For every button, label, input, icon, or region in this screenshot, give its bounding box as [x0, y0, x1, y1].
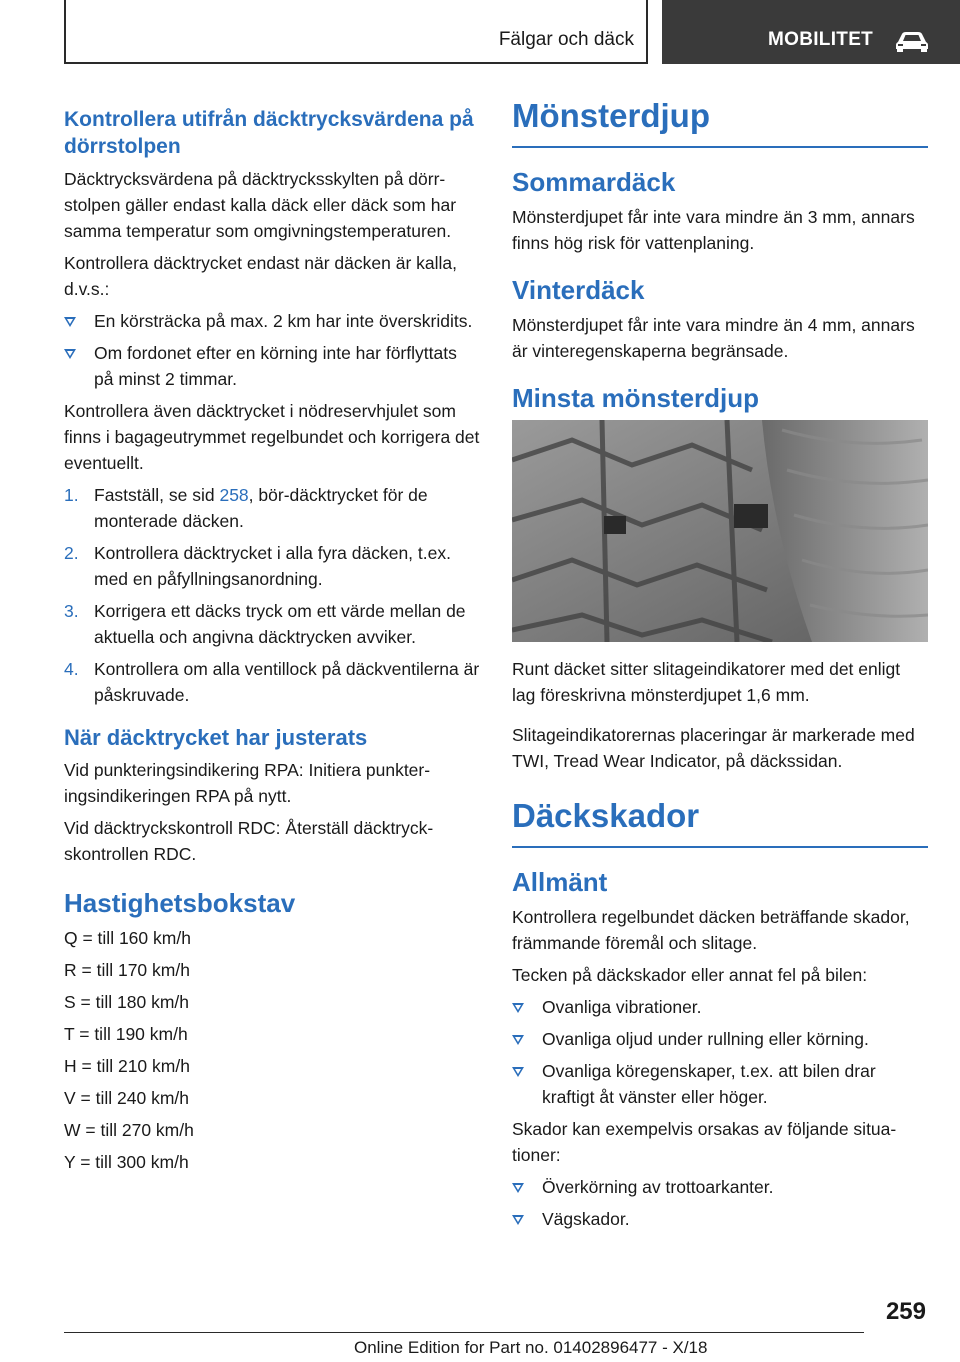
paragraph: Tecken på däckskador eller annat fel på bilen:: [512, 965, 868, 985]
triangle-bullet-icon: [512, 1183, 524, 1193]
heading-tire-damage: Däckskador: [512, 796, 928, 848]
step-number: 3.: [64, 601, 79, 621]
page-number: 259: [885, 1298, 926, 1325]
paragraph: Runt däcket sitter slitageindikatorer med det enligt lag föreskrivna mönsterdjupet 1,6 mm.: [512, 659, 901, 705]
header-section-title: Fälgar och däck: [498, 29, 634, 50]
paragraph: Däcktrycksvärdena på däcktrycksskylten på dörrstolpen gäller endast kalla däck eller däck som har samma temperatur som omgivningstemperaturen.: [64, 169, 457, 241]
speed-rating-line: Q = till 160 km/h: [64, 928, 191, 948]
speed-rating-line: Y = till 300 km/h: [64, 1152, 189, 1172]
list-item: [512, 1206, 928, 1232]
heading-tread-depth: Mönsterdjup: [512, 96, 928, 148]
heading-after-adjustment: När däcktrycket har justerats: [64, 725, 368, 750]
tread-wear-indicator-image: [512, 420, 928, 642]
paragraph: Vid punkteringsindikering RPA: Initiera punkteringsindikeringen RPA på nytt.: [64, 760, 431, 806]
car-icon: [894, 30, 930, 52]
triangle-bullet-icon: [64, 317, 76, 327]
footer-edition-text: Online Edition for Part no. 01402896477 - X/18: [354, 1338, 708, 1357]
step-number: 2.: [64, 543, 79, 563]
speed-rating-line: R = till 170 km/h: [64, 960, 190, 980]
speed-rating-line: H = till 210 km/h: [64, 1056, 190, 1076]
step-text: Korrigera ett däcks tryck om ett värde mellan de aktuella och angivna däcktrycken avviker.: [94, 601, 466, 647]
header-chapter-title: MOBILITET: [768, 29, 874, 50]
heading-minimum-tread-depth: Minsta mönsterdjup: [512, 383, 760, 413]
triangle-bullet-icon: [512, 1067, 524, 1077]
step-item: [64, 482, 480, 534]
step-item: [64, 656, 480, 708]
speed-rating-line: V = till 240 km/h: [64, 1088, 189, 1108]
list-item-text: Om fordonet efter en körning inte har förflyttats på minst 2 timmar.: [94, 343, 457, 389]
list-item: [64, 340, 480, 392]
list-item-text: Ovanliga köregenskaper, t.ex. att bilen drar kraftigt åt vänster eller höger.: [542, 1061, 876, 1107]
triangle-bullet-icon: [512, 1035, 524, 1045]
paragraph: Skador kan exempelvis orsakas av följande situationer:: [512, 1119, 897, 1165]
heading-general: Allmänt: [512, 867, 608, 897]
heading-summer-tires: Sommardäck: [512, 167, 676, 197]
speed-rating-line: T = till 190 km/h: [64, 1024, 188, 1044]
triangle-bullet-icon: [512, 1003, 524, 1013]
step-text: Kontrollera om alla ventillock på däckventilerna är påskruvade.: [94, 659, 480, 705]
paragraph: Mönsterdjupet får inte vara mindre än 4 mm, annars är vinteregenskaperna begränsade.: [512, 315, 915, 361]
left-column: [64, 96, 480, 1181]
heading-winter-tires: Vinterdäck: [512, 275, 645, 305]
list-item-text: Överkörning av trottoarkanter.: [542, 1177, 774, 1197]
list-item-text: Ovanliga oljud under rullning eller körning.: [542, 1029, 869, 1049]
paragraph: Kontrollera även däcktrycket i nödreservhjulet som finns i bagageutrymmet regelbundet och korrigera det eventuellt.: [64, 401, 480, 473]
paragraph: Vid däcktryckskontroll RDC: Återställ däcktryckskontrollen RDC.: [64, 818, 434, 864]
step-item: [64, 540, 480, 592]
right-column: [512, 96, 928, 1238]
paragraph: Kontrollera regelbundet däcken beträffande skador, främmande föremål och slitage.: [512, 907, 910, 953]
heading-speed-rating: Hastighetsbokstav: [64, 888, 296, 918]
header-chapter-tab: [662, 0, 960, 64]
list-item: [512, 1174, 928, 1200]
step-item: [64, 598, 480, 650]
step-text: Kontrollera däcktrycket i alla fyra däcken, t.ex. med en påfyllningsanordning.: [94, 543, 451, 589]
list-item: [64, 308, 480, 334]
heading-check-door-pillar: Kontrollera utifrån däcktrycksvärdena på dörrstolpen: [64, 108, 474, 158]
speed-rating-line: W = till 270 km/h: [64, 1120, 194, 1140]
speed-rating-line: S = till 180 km/h: [64, 992, 189, 1012]
list-item: [512, 994, 928, 1020]
step-text: , bör-däcktrycket för de monterade däcken.: [94, 485, 428, 531]
step-number: 1.: [64, 485, 79, 505]
paragraph: Kontrollera däcktrycket endast när däcken är kalla, d.v.s.:: [64, 253, 457, 299]
list-item: [512, 1058, 928, 1110]
list-item: [512, 1026, 928, 1052]
list-item-text: Ovanliga vibrationer.: [542, 997, 702, 1017]
list-item-text: En körsträcka på max. 2 km har inte överskridits.: [94, 311, 473, 331]
step-text: Fastställ, se sid: [94, 485, 220, 505]
triangle-bullet-icon: [512, 1215, 524, 1225]
triangle-bullet-icon: [64, 349, 76, 359]
paragraph: Slitageindikatorernas placeringar är markerade med TWI, Tread Wear Indicator, på däckssidan.: [512, 725, 915, 771]
paragraph: Mönsterdjupet får inte vara mindre än 3 mm, annars finns hög risk för vattenplaning.: [512, 207, 915, 253]
header-section-box: [64, 0, 648, 64]
page-link[interactable]: 258: [219, 485, 249, 505]
footer-divider: [64, 1332, 864, 1333]
list-item-text: Vägskador.: [542, 1209, 630, 1229]
step-number: 4.: [64, 659, 79, 679]
